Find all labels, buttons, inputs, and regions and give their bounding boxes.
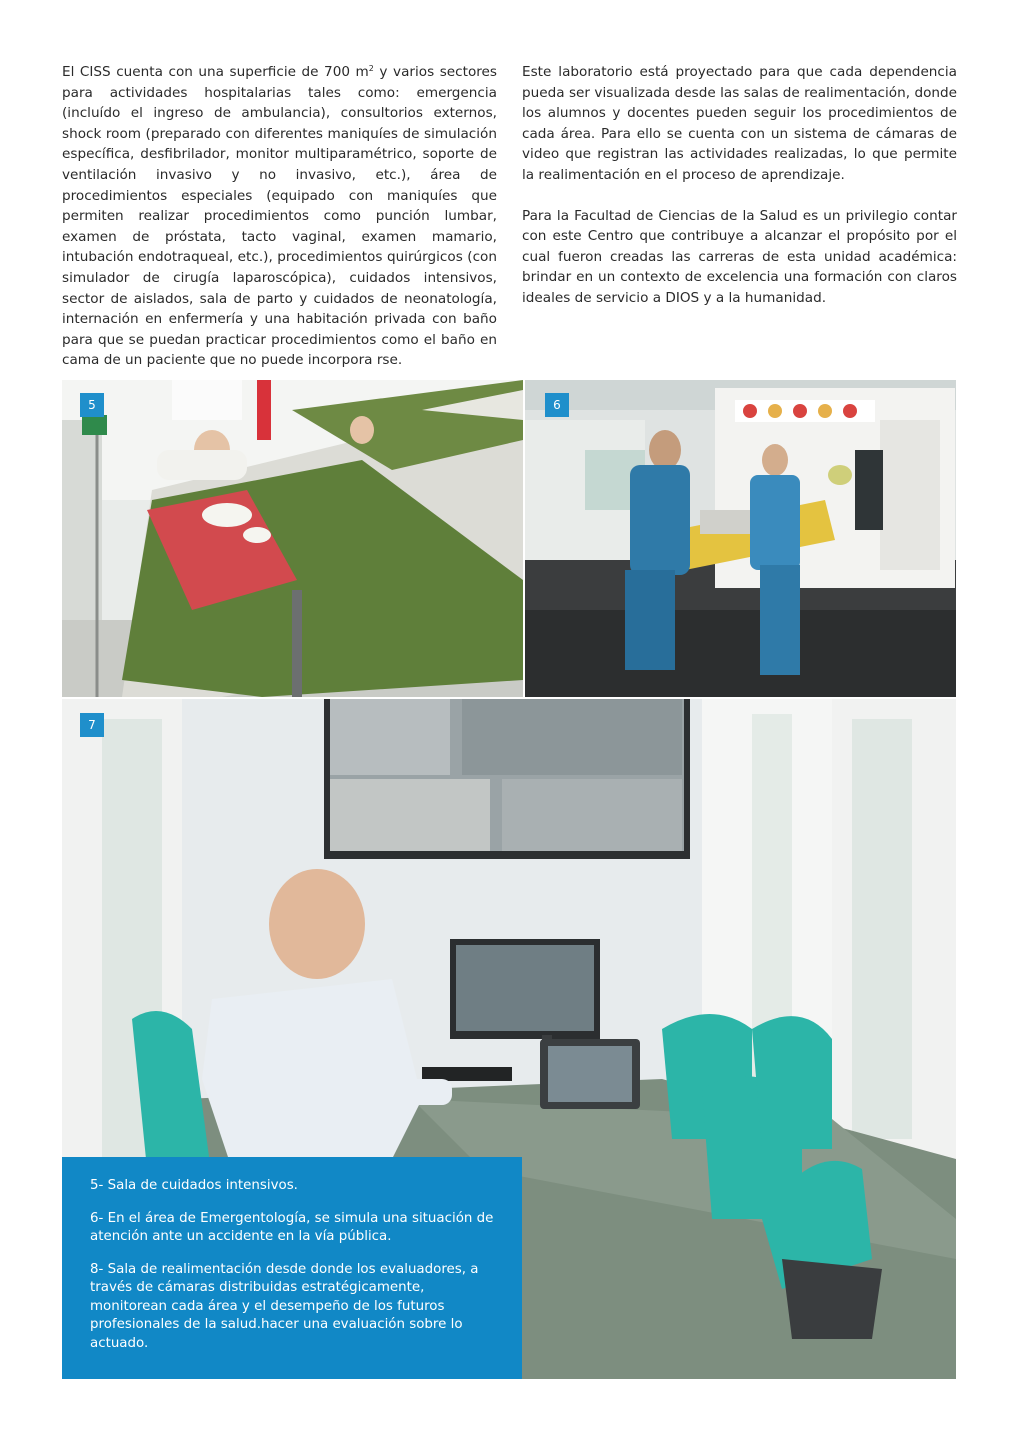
photo-intensive-care-illustration bbox=[62, 380, 523, 697]
caption-8: 8- Sala de realimentación desde donde los evaluadores, a través de cámaras distribuidas estratégicamente, monitorean cada área y el desempeño de los futuros profesionales de la salud.hacer una evaluación sobre lo actuado. bbox=[90, 1261, 479, 1351]
text-column-right bbox=[522, 62, 957, 309]
paragraph-facultad: Para la Facultad de Ciencias de la Salud es un privilegio contar con este Centro que contribuye a alcanzar el propósito por el cual fueron creadas las carreras de esta unidad académica: brindar en un contexto de excelencia una formación con claros ideales de servicio a DIOS y a la humanidad. bbox=[522, 207, 957, 306]
paragraph-laboratorio: Este laboratorio está proyectado para que cada dependencia pueda ser visualizada desde las salas de realimentación, donde los alumnos y docentes pueden seguir los procedimientos de cada área. Para ello se cuenta con un sistema de cámaras de video que registran las actividades realizadas, lo que permite la realimentación en el proceso de aprendizaje. bbox=[522, 64, 957, 183]
paragraph-text: El CISS cuenta con una superficie de 700 m bbox=[62, 64, 369, 80]
caption-6: 6- En el área de Emergentología, se simula una situación de atención ante un accidente en la vía pública. bbox=[90, 1210, 494, 1244]
paragraph-text: y varios sectores para actividades hospitalarias tales como: emergencia (incluído el ingreso de ambulancia), consultorios externos, shock room (preparado con diferentes maniquíes de simulación específica, desfibrilador, monitor multiparamétrico, soporte de ventilación invasivo y no invasivo, etc.), área de procedimientos especiales (equipado con maniquíes que permiten realizar procedimientos como punción lumbar, examen de próstata, tacto vaginal, examen mamario, intubación endotraqueal, etc.), procedimientos quirúrgicos (con simulador de cirugía laparoscópica), cuidados intensivos, sector de aislados, sala de parto y cuidados de neonatología, internación en enfermería y una habitación privada con baño para que se puedan practicar procedimientos como el baño en cama de un paciente que no puede incorpora rse. bbox=[62, 64, 498, 369]
caption-box bbox=[62, 1157, 522, 1379]
photo-emergency-ambulance bbox=[525, 380, 956, 697]
photo-emergency-ambulance-illustration bbox=[525, 380, 956, 697]
photo-number-badge-6: 6 bbox=[545, 393, 569, 417]
photo-number-badge-5: 5 bbox=[80, 393, 104, 417]
caption-5: 5- Sala de cuidados intensivos. bbox=[90, 1178, 298, 1193]
superscript: 2 bbox=[368, 64, 374, 73]
photo-intensive-care bbox=[62, 380, 523, 697]
photo-number-badge-7: 7 bbox=[80, 713, 104, 737]
paragraph-ciss-description bbox=[62, 62, 497, 371]
text-column-left bbox=[62, 62, 497, 371]
